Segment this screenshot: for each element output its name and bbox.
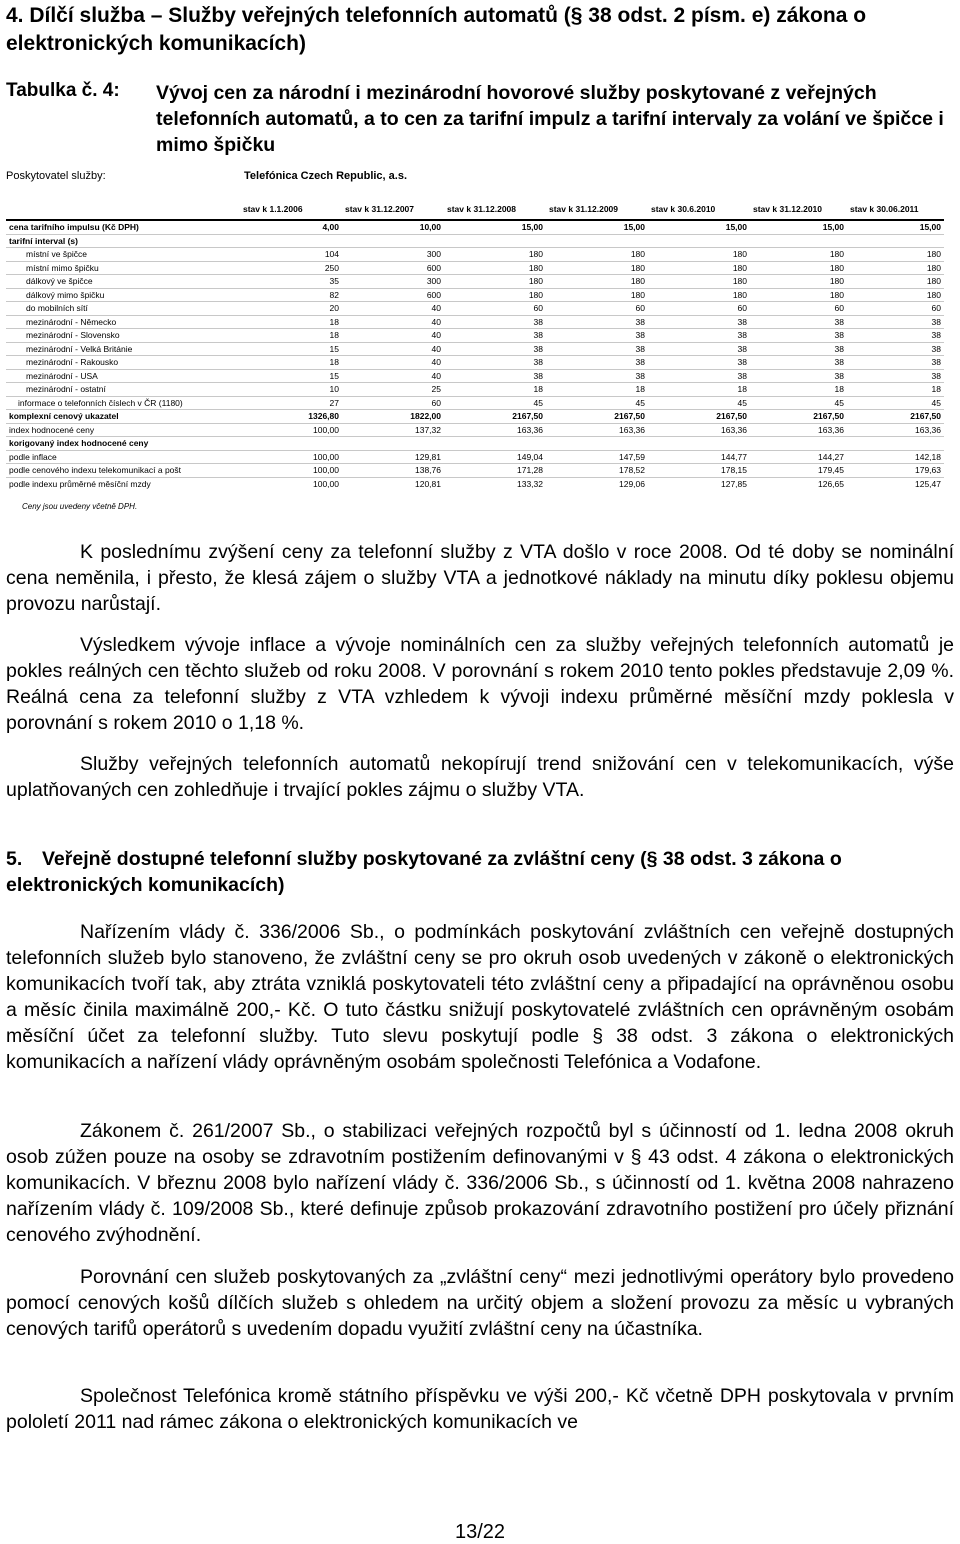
table-row [6,248,944,262]
table-row [6,369,944,383]
value-cell: 38 [847,369,944,383]
table-row [6,383,944,397]
value-cell: 38 [648,356,750,370]
value-cell: 180 [546,275,648,289]
row-label: podle inflace [6,450,240,464]
row-label: index hodnocené ceny [6,423,240,437]
row-label: dálkový mimo špičku [6,288,240,302]
value-cell: 2167,50 [444,410,546,424]
value-cell: 15,00 [847,220,944,234]
value-cell: 40 [342,342,444,356]
value-cell: 38 [648,369,750,383]
value-cell: 163,36 [750,423,847,437]
value-cell: 147,59 [546,450,648,464]
table-body [6,220,944,490]
value-cell: 180 [546,261,648,275]
value-cell: 180 [648,248,750,262]
value-cell: 18 [444,383,546,397]
value-cell: 180 [444,275,546,289]
value-cell: 60 [648,302,750,316]
column-header: stav k 30.06.2011 [850,204,919,214]
value-cell: 125,47 [847,477,944,490]
value-cell: 38 [847,356,944,370]
table-row [6,288,944,302]
value-cell: 163,36 [546,423,648,437]
value-cell [847,234,944,248]
value-cell: 2167,50 [546,410,648,424]
table-row [6,234,944,248]
value-cell: 300 [342,248,444,262]
table-header-row [6,199,944,220]
value-cell: 178,15 [648,464,750,478]
table-row [6,356,944,370]
value-cell: 137,32 [342,423,444,437]
value-cell: 38 [750,342,847,356]
row-label: podle indexu průměrné měsíční mzdy [6,477,240,490]
value-cell: 144,77 [648,450,750,464]
table-row [6,329,944,343]
value-cell: 1822,00 [342,410,444,424]
table-row [6,410,944,424]
value-cell: 104 [240,248,342,262]
value-cell: 38 [444,329,546,343]
value-cell: 18 [240,356,342,370]
value-cell: 129,06 [546,477,648,490]
table-row [6,464,944,478]
row-label: mezinárodní - Velká Británie [6,342,240,356]
table-row [6,437,944,451]
value-cell: 15,00 [444,220,546,234]
value-cell: 45 [750,396,847,410]
value-cell: 38 [648,342,750,356]
column-header: stav k 31.12.2008 [447,204,517,214]
value-cell: 60 [750,302,847,316]
value-cell [444,437,546,451]
column-header: stav k 30.6.2010 [651,204,716,214]
row-label: mezinárodní - Německo [6,315,240,329]
value-cell: 40 [342,315,444,329]
value-cell: 142,18 [847,450,944,464]
table-row [6,342,944,356]
value-cell: 38 [750,356,847,370]
row-label: do mobilních sítí [6,302,240,316]
column-header: stav k 31.12.2009 [549,204,619,214]
row-label: mezinárodní - USA [6,369,240,383]
paragraph: Nařízením vlády č. 336/2006 Sb., o podmínkách poskytování zvláštních cen veřejně dostupných telefonních služeb bylo stanoveno, že zvláštní ceny se pro okruh osob uvedených v zákoně o elektronických komunikacích tvoří tak, aby ztráta vzniklá poskytovateli této zvláštní ceny a připadající na oprávněnou osobu a měsíc činila maximálně 200,- Kč. O tuto částku snižují poskytovatelé zvláštních cen oprávněným osobám měsíční účet za telefonní služby. Tuto slevu poskytují podle § 38 odst. 3 zákona o elektronických komunikacích a nařízení vlády oprávněným osobám společnosti Telefónica a Vodafone. [6,921,954,1073]
value-cell: 180 [444,288,546,302]
value-cell: 38 [546,356,648,370]
value-cell: 180 [750,288,847,302]
row-label: mezinárodní - ostatní [6,383,240,397]
value-cell: 38 [847,342,944,356]
value-cell [648,234,750,248]
value-cell: 15,00 [546,220,648,234]
row-label: cena tarifního impulsu (Kč DPH) [6,220,240,234]
value-cell: 18 [240,315,342,329]
value-cell: 38 [444,356,546,370]
value-cell: 82 [240,288,342,302]
value-cell: 1326,80 [240,410,342,424]
value-cell: 100,00 [240,464,342,478]
value-cell: 126,65 [750,477,847,490]
value-cell: 180 [847,275,944,289]
row-label: místní ve špičce [6,248,240,262]
row-label: mezinárodní - Rakousko [6,356,240,370]
value-cell: 180 [444,248,546,262]
value-cell: 180 [546,288,648,302]
value-cell: 180 [546,248,648,262]
value-cell: 38 [750,329,847,343]
value-cell: 40 [342,369,444,383]
value-cell: 178,52 [546,464,648,478]
value-cell: 18 [750,383,847,397]
header-label-cell [6,199,240,220]
value-cell: 18 [240,329,342,343]
value-cell: 25 [342,383,444,397]
row-label: dálkový ve špičce [6,275,240,289]
value-cell: 300 [342,275,444,289]
value-cell: 180 [847,248,944,262]
value-cell [240,437,342,451]
value-cell: 15 [240,369,342,383]
value-cell: 38 [546,342,648,356]
table-row [6,423,944,437]
value-cell: 149,04 [444,450,546,464]
table-row [6,302,944,316]
row-label: informace o telefonních číslech v ČR (1180) [6,396,240,410]
value-cell: 129,81 [342,450,444,464]
table-row [6,261,944,275]
value-cell: 180 [750,261,847,275]
table-row [6,477,944,490]
value-cell: 38 [847,315,944,329]
table-row [6,220,944,234]
value-cell: 120,81 [342,477,444,490]
value-cell: 38 [750,369,847,383]
value-cell: 38 [444,369,546,383]
value-cell: 60 [444,302,546,316]
value-cell: 38 [847,329,944,343]
value-cell: 163,36 [847,423,944,437]
value-cell: 40 [342,302,444,316]
value-cell: 38 [750,315,847,329]
value-cell: 35 [240,275,342,289]
value-cell: 38 [546,329,648,343]
row-label: komplexní cenový ukazatel [6,410,240,424]
page-number: 13/22 [454,1521,506,1543]
provider-value: Telefónica Czech Republic, a.s. [244,170,408,182]
value-cell: 180 [750,275,847,289]
section-heading-5 [6,846,956,898]
value-cell: 15 [240,342,342,356]
value-cell: 18 [847,383,944,397]
value-cell: 4,00 [240,220,342,234]
section-number: 5. [6,848,23,870]
value-cell: 60 [342,396,444,410]
paragraph: K poslednímu zvýšení ceny za telefonní služby z VTA došlo v roce 2008. Od té doby se nominální cena neměnila, i přesto, že klesá zájem o služby VTA a jednotkové náklady na minutu díky poklesu objemu provozu narůstají. [6,541,954,615]
value-cell: 40 [342,329,444,343]
value-cell: 600 [342,288,444,302]
value-cell: 40 [342,356,444,370]
value-cell: 2167,50 [847,410,944,424]
value-cell: 180 [648,288,750,302]
row-label: mezinárodní - Slovensko [6,329,240,343]
column-header: stav k 31.12.2007 [345,204,415,214]
value-cell [342,234,444,248]
value-cell: 180 [847,288,944,302]
row-label: podle cenového indexu telekomunikací a pošt [6,464,240,478]
column-header: stav k 1.1.2006 [243,204,303,214]
paragraph: Společnost Telefónica kromě státního příspěvku ve výši 200,- Kč včetně DPH poskytovala v prvním pololetí 2011 nad rámec zákona o elektronických komunikacích ve [6,1385,954,1433]
value-cell: 133,32 [444,477,546,490]
value-cell: 38 [648,315,750,329]
table-label: Tabulka č. 4: [6,80,120,101]
table-row [6,396,944,410]
value-cell [750,234,847,248]
value-cell: 27 [240,396,342,410]
price-table [6,199,944,490]
value-cell: 20 [240,302,342,316]
value-cell: 180 [750,248,847,262]
value-cell: 180 [648,275,750,289]
section-heading: 4. Dílčí služba – Služby veřejných telefonních automatů (§ 38 odst. 2 písm. e) zákona o elektronických komunikacích) [6,4,867,55]
table-row [6,275,944,289]
value-cell: 600 [342,261,444,275]
provider-label: Poskytovatel služby: [6,170,106,182]
value-cell [444,234,546,248]
value-cell [750,437,847,451]
value-cell: 18 [546,383,648,397]
value-cell [546,437,648,451]
value-cell: 144,27 [750,450,847,464]
value-cell: 100,00 [240,450,342,464]
value-cell: 2167,50 [648,410,750,424]
table-note: Ceny jsou uvedeny včetně DPH. [22,502,138,511]
value-cell: 45 [444,396,546,410]
section-title: Veřejně dostupné telefonní služby poskytované za zvláštní ceny (§ 38 odst. 3 zákona o elektronických komunikacích) [6,848,842,896]
value-cell: 38 [546,369,648,383]
value-cell [847,437,944,451]
value-cell: 179,45 [750,464,847,478]
value-cell: 38 [444,315,546,329]
value-cell: 100,00 [240,477,342,490]
value-cell: 100,00 [240,423,342,437]
table-title: Vývoj cen za národní i mezinárodní hovorové služby poskytované z veřejných telefonních automatů, a to cen za tarifní impulz a tarifní intervaly za volání ve špičce i mimo špičku [156,82,944,156]
value-cell: 18 [648,383,750,397]
paragraph: Porovnání cen služeb poskytovaných za „zvláštní ceny“ mezi jednotlivými operátory bylo provedeno pomocí cenových košů dílčích služeb s ohledem na určitý objem a složení provozu za měsíc u vybraných cenových tarifů operátorů s uvedením dopadu využití zvláštní ceny na účastníka. [6,1266,954,1340]
value-cell: 180 [648,261,750,275]
value-cell: 179,63 [847,464,944,478]
value-cell: 15,00 [648,220,750,234]
value-cell: 171,28 [444,464,546,478]
value-cell: 180 [847,261,944,275]
value-cell [648,437,750,451]
table-row [6,450,944,464]
value-cell: 180 [444,261,546,275]
row-label: korigovaný index hodnocené ceny [6,437,240,451]
value-cell: 60 [546,302,648,316]
value-cell: 10 [240,383,342,397]
value-cell: 138,76 [342,464,444,478]
value-cell: 127,85 [648,477,750,490]
value-cell: 45 [546,396,648,410]
value-cell [546,234,648,248]
value-cell: 60 [847,302,944,316]
value-cell: 45 [648,396,750,410]
value-cell: 163,36 [444,423,546,437]
value-cell: 2167,50 [750,410,847,424]
paragraph: Služby veřejných telefonních automatů nekopírují trend snižování cen v telekomunikacích, výše uplatňovaných cen zohledňuje i trvající pokles zájmu o služby VTA. [6,753,954,801]
value-cell: 15,00 [750,220,847,234]
column-header: stav k 31.12.2010 [753,204,823,214]
value-cell: 45 [847,396,944,410]
value-cell: 163,36 [648,423,750,437]
value-cell: 38 [648,329,750,343]
value-cell: 250 [240,261,342,275]
value-cell: 38 [444,342,546,356]
row-label: místní mimo špičku [6,261,240,275]
value-cell [240,234,342,248]
value-cell: 10,00 [342,220,444,234]
paragraph: Výsledkem vývoje inflace a vývoje nominálních cen za služby veřejných telefonních automatů je pokles reálných cen těchto služeb od roku 2008. V porovnání s rokem 2010 tento pokles představuje 2,09 %. Reálná cena za telefonní služby z VTA vzhledem k vývoji indexu průměrné měsíční mzdy poklesla v porovnání s rokem 2010 o 1,18 %. [6,634,954,734]
paragraph: Zákonem č. 261/2007 Sb., o stabilizaci veřejných rozpočtů byl s účinností od 1. ledna 2008 okruh osob zúžen pouze na osoby se zdravotním postižením definovanými v § 43 odst. 4 zákona o elektronických komunikacích. V březnu 2008 bylo nařízení vlády č. 336/2006 Sb., s účinností od 1. května 2008 nahrazeno nařízením vlády č. 109/2008 Sb., které definuje způsob prokazování zdravotního postižení pro účely přiznání cenového zvýhodnění. [6,1120,954,1246]
value-cell [342,437,444,451]
value-cell: 38 [546,315,648,329]
table-row [6,315,944,329]
row-label: tarifní interval (s) [6,234,240,248]
